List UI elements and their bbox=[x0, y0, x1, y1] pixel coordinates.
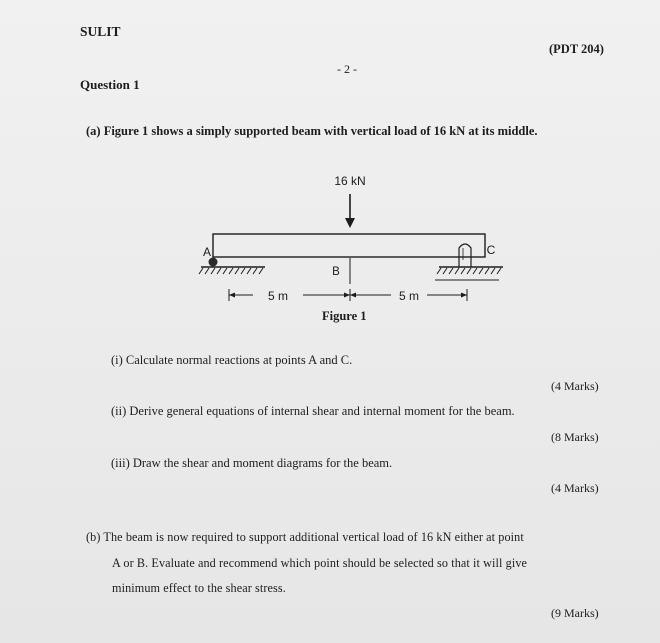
load-label: 16 kN bbox=[334, 174, 366, 188]
beam-diagram bbox=[195, 168, 515, 308]
part-b-line-2: A or B. Evaluate and recommend which point should be selected so that it will give bbox=[112, 556, 528, 570]
question-title: Question 1 bbox=[80, 77, 140, 92]
header-sulit: SULIT bbox=[80, 24, 121, 39]
point-b-label: B bbox=[332, 266, 340, 278]
dimension-left bbox=[229, 289, 350, 301]
part-a-text: (a) Figure 1 shows a simply supported beam with vertical load of 16 kN at its middle. bbox=[86, 124, 538, 138]
load-arrow bbox=[345, 194, 355, 228]
support-c-label: C bbox=[486, 243, 496, 257]
part-b-line-3: minimum effect to the shear stress. bbox=[112, 581, 286, 595]
course-code: (PDT 204) bbox=[549, 42, 604, 56]
subquestion-ii: (ii) Derive general equations of internal shear and internal moment for the beam. bbox=[111, 404, 515, 418]
subquestion-i-marks: (4 Marks) bbox=[551, 379, 599, 393]
subquestion-iii: (iii) Draw the shear and moment diagrams for the beam. bbox=[111, 456, 393, 470]
subquestion-i: (i) Calculate normal reactions at points A and C. bbox=[111, 353, 353, 367]
part-b-marks: (9 Marks) bbox=[551, 606, 599, 620]
pin-support-a bbox=[199, 258, 265, 275]
figure-caption: Figure 1 bbox=[322, 309, 367, 323]
subquestion-ii-marks: (8 Marks) bbox=[551, 430, 599, 444]
dimension-right-label: 5 m bbox=[398, 289, 420, 303]
page-number: - 2 - bbox=[337, 62, 357, 76]
part-b-line-1: (b) The beam is now required to support additional vertical load of 16 kN either at point bbox=[86, 530, 524, 544]
beam bbox=[213, 234, 485, 257]
dimension-left-label: 5 m bbox=[267, 289, 289, 303]
support-a-label: A bbox=[202, 245, 212, 259]
subquestion-iii-marks: (4 Marks) bbox=[551, 481, 599, 495]
